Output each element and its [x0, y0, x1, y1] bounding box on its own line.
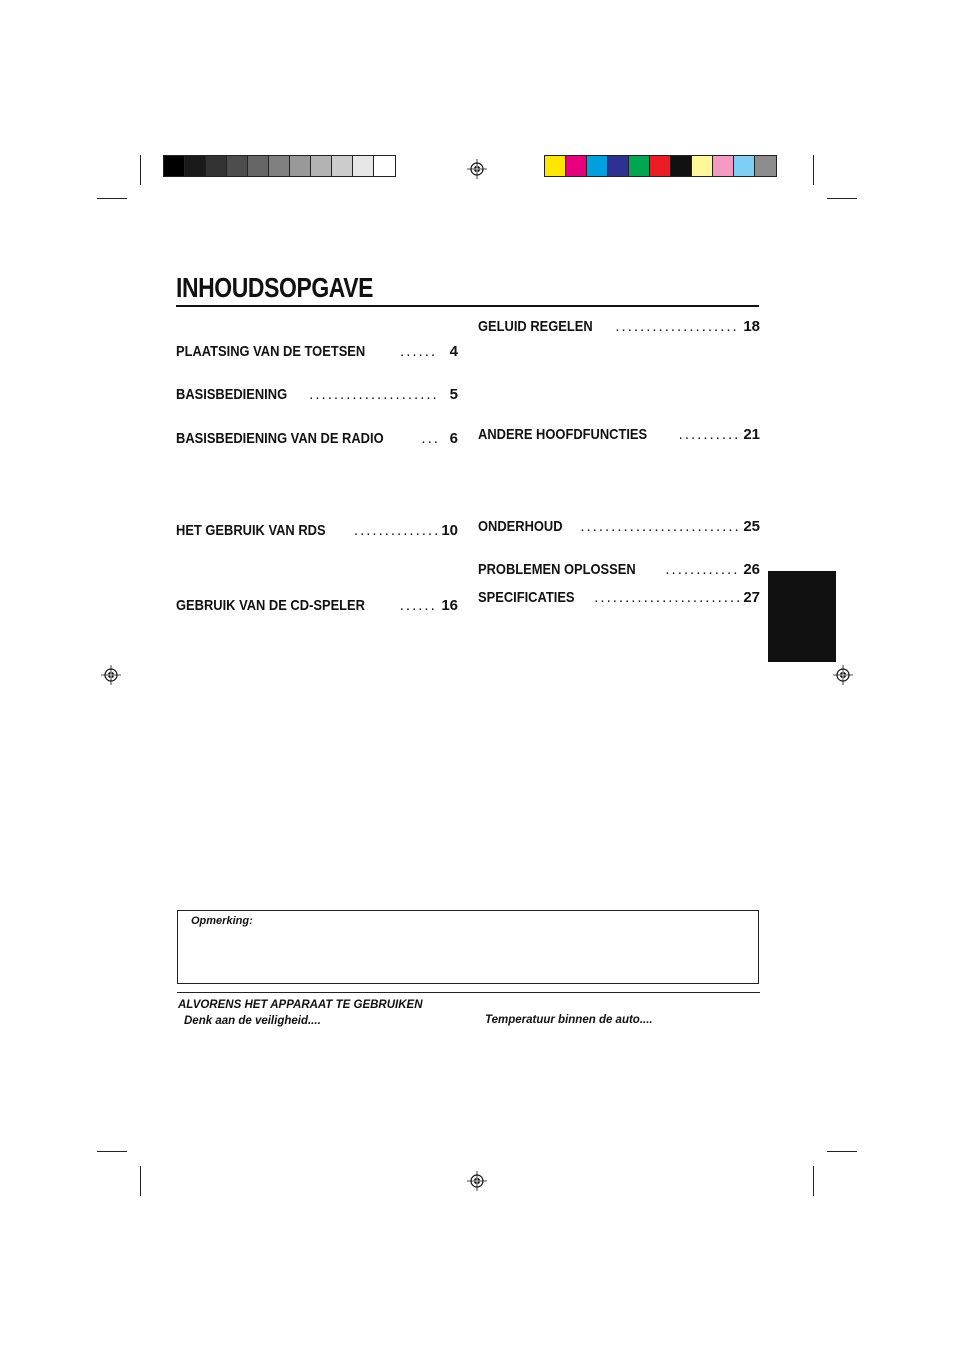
registration-mark-icon: [467, 159, 487, 179]
color-swatch: [206, 156, 227, 176]
toc-entry-page: 18: [743, 318, 760, 335]
color-swatch: [650, 156, 671, 176]
crop-mark: [827, 198, 857, 199]
toc-entry-label: PLAATSING VAN DE TOETSEN: [176, 343, 366, 360]
toc-entry: [478, 589, 760, 606]
toc-entry: [478, 426, 760, 443]
color-swatch: [545, 156, 566, 176]
color-swatch: [734, 156, 755, 176]
toc-entry: [478, 318, 760, 335]
color-swatch: [311, 156, 332, 176]
registration-mark-icon: [833, 665, 853, 685]
toc-entry-label: PROBLEMEN OPLOSSEN: [478, 561, 636, 578]
grayscale-color-bar: [163, 155, 396, 177]
crop-mark: [827, 1151, 857, 1152]
safety-note: Denk aan de veiligheid....: [184, 1015, 321, 1027]
toc-entry-label: ANDERE HOOFDFUNCTIES: [478, 426, 648, 443]
color-swatch: [374, 156, 395, 176]
toc-entry: [176, 522, 458, 539]
color-swatch: [227, 156, 248, 176]
toc-entry-label: BASISBEDIENING: [176, 386, 288, 403]
crop-mark: [97, 198, 127, 199]
color-swatch: [353, 156, 374, 176]
section-heading: ALVORENS HET APPARAAT TE GEBRUIKEN: [178, 999, 423, 1011]
toc-entry: [478, 561, 760, 578]
crop-mark: [813, 155, 814, 185]
language-tab: [768, 571, 836, 662]
toc-entry: [176, 386, 458, 403]
toc-entry-page: 26: [743, 561, 760, 578]
toc-entry: [176, 430, 458, 447]
toc-entry: [176, 343, 458, 360]
color-swatch: [185, 156, 206, 176]
color-swatch: [692, 156, 713, 176]
color-swatch: [332, 156, 353, 176]
toc-entry-page: 27: [743, 589, 760, 606]
color-swatch: [587, 156, 608, 176]
registration-mark-icon: [101, 665, 121, 685]
toc-entry-page: 5: [449, 386, 458, 403]
toc-entry-page: 16: [441, 597, 458, 614]
color-swatch: [755, 156, 776, 176]
color-swatch: [248, 156, 269, 176]
toc-entry-page: 25: [743, 518, 760, 535]
toc-entry-page: 6: [449, 430, 458, 447]
toc-entry-label: GEBRUIK VAN DE CD-SPELER: [176, 597, 365, 614]
note-box: [177, 910, 759, 984]
toc-entry-label: GELUID REGELEN: [478, 318, 593, 335]
toc-entry: [176, 597, 458, 614]
color-swatch: [566, 156, 587, 176]
toc-entry-label: SPECIFICATIES: [478, 589, 575, 606]
color-swatch: [608, 156, 629, 176]
temperature-note: Temperatuur binnen de auto....: [485, 1014, 653, 1026]
toc-entry-page: 4: [449, 343, 458, 360]
toc-entry-page: 10: [441, 522, 458, 539]
toc-entry-label: BASISBEDIENING VAN DE RADIO: [176, 430, 384, 447]
color-swatch: [629, 156, 650, 176]
color-swatch: [290, 156, 311, 176]
crop-mark: [140, 155, 141, 185]
crop-mark: [813, 1166, 814, 1196]
toc-entry-label: HET GEBRUIK VAN RDS: [176, 522, 326, 539]
divider: [177, 992, 760, 993]
process-color-bar: [544, 155, 777, 177]
page-title: INHOUDSOPGAVE: [176, 272, 374, 303]
registration-mark-icon: [467, 1171, 487, 1191]
note-label: Opmerking:: [191, 915, 253, 927]
color-swatch: [713, 156, 734, 176]
crop-mark: [140, 1166, 141, 1196]
toc-entry-page: 21: [743, 426, 760, 443]
color-swatch: [269, 156, 290, 176]
crop-mark: [97, 1151, 127, 1152]
color-swatch: [671, 156, 692, 176]
title-underline: [176, 305, 759, 307]
toc-entry: [478, 518, 760, 535]
toc-entry-label: ONDERHOUD: [478, 518, 563, 535]
color-swatch: [164, 156, 185, 176]
